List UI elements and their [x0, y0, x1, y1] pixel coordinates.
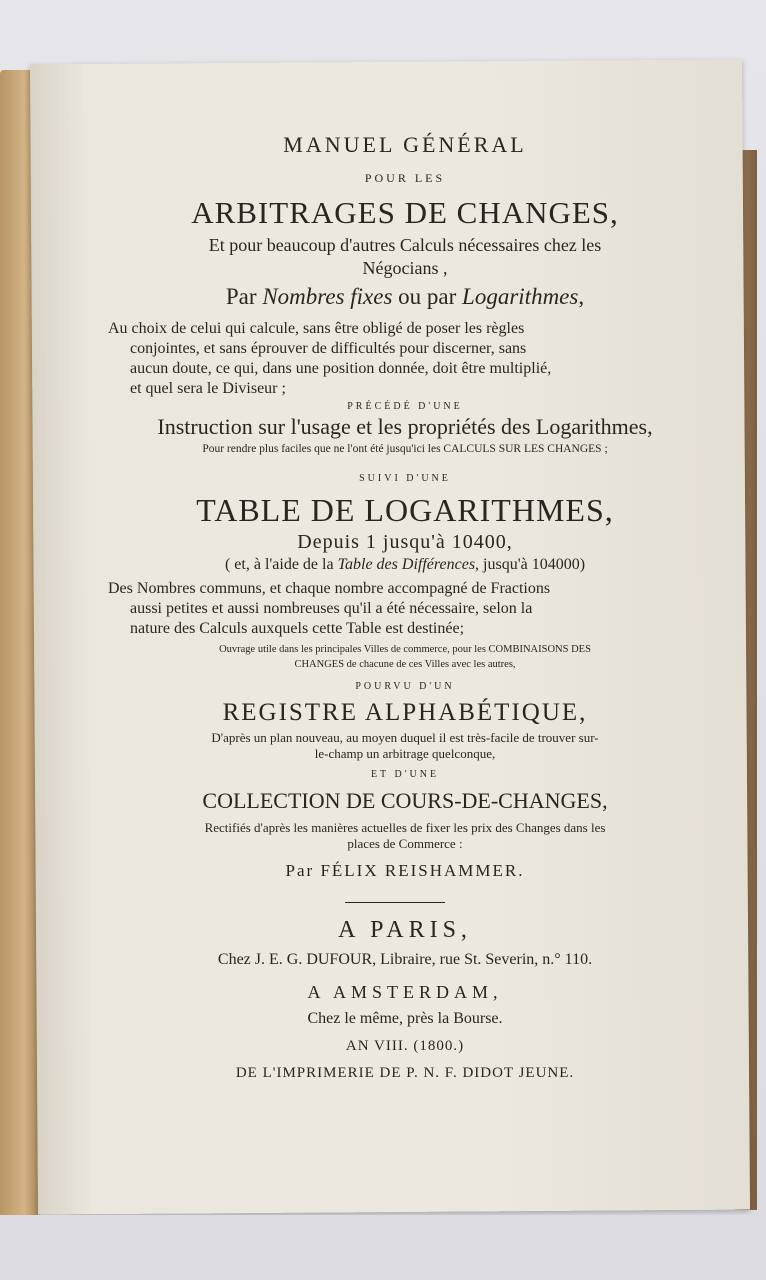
rectifies-line: places de Commerce :: [347, 836, 463, 851]
year-line: AN VIII. (1800.): [345, 1038, 465, 1054]
amsterdam-line: A AMSTERDAM,: [307, 982, 503, 1002]
rectifies-line: Rectifiés d'après les manières actuelles de fixer les prix des Changes dans les: [204, 820, 606, 835]
paragraph-line: aussi petites et aussi nombreuses qu'il a été nécessaire, selon la: [130, 600, 533, 617]
suivi-label: SUIVI D'UNE: [359, 473, 451, 484]
preceded-label: PRÉCÉDÉ D'UNE: [347, 401, 463, 412]
author-line: Par FÉLIX REISHAMMER.: [285, 861, 525, 880]
registre-title: REGISTRE ALPHABÉTIQUE,: [222, 699, 588, 726]
text: ( et, à l'aide de la: [224, 556, 338, 573]
pour-rendre-line: Pour rendre plus faciles que ne l'ont été jusqu'ici les CALCULS SUR LES CHANGES ;: [202, 443, 608, 455]
ouvrage-line: CHANGES de chacune de ces Villes avec les autres,: [294, 659, 516, 670]
paris-line: A PARIS,: [338, 917, 472, 943]
paragraph-line: conjointes, et sans éprouver de difficultés pour discerner, sans: [130, 340, 527, 357]
collection-title: COLLECTION DE COURS-DE-CHANGES,: [202, 788, 608, 813]
dapres-line: le-champ un arbitrage quelconque,: [314, 746, 496, 761]
text: ,: [578, 284, 585, 309]
printer-line: DE L'IMPRIMERIE DE P. N. F. DIDOT JEUNE.: [235, 1065, 575, 1081]
text: , jusqu'à 104000): [475, 556, 586, 573]
depuis-line: Depuis 1 jusqu'à 10400,: [297, 531, 513, 553]
subtitle-line-2: Négocians ,: [362, 258, 448, 278]
instruction-line: Instruction sur l'usage et les propriétés des Logarithmes,: [157, 414, 653, 439]
text: Par: [225, 284, 263, 309]
ouvrage-line: Ouvrage utile dans les principales Villes de commerce, pour les COMBINAISONS DES: [219, 644, 591, 655]
title-line-1: MANUEL GÉNÉRAL: [283, 132, 527, 157]
paragraph-line: Des Nombres communs, et chaque nombre accompagné de Fractions: [108, 580, 551, 597]
dufour-line: Chez J. E. G. DUFOUR, Libraire, rue St. Severin, n.° 110.: [217, 951, 593, 968]
main-title: ARBITRAGES DE CHANGES,: [191, 195, 619, 230]
paragraph-line: et quel sera le Diviseur ;: [130, 380, 286, 397]
divider-rule: [345, 902, 445, 903]
text: Nombres fixes: [262, 284, 393, 309]
paragraph-line: Au choix de celui qui calcule, sans être obligé de poser les règles: [108, 320, 525, 337]
paragraph-line: nature des Calculs auxquels cette Table est destinée;: [130, 620, 465, 637]
table-surface: [0, 1215, 766, 1280]
dapres-line: D'après un plan nouveau, au moyen duquel il est très-facile de trouver sur-: [211, 730, 599, 745]
meme-line: Chez le même, près la Bourse.: [307, 1010, 503, 1027]
pourvu-label: POURVU D'UN: [355, 681, 455, 692]
text: Table des Différences: [337, 556, 476, 573]
paragraph-line: aucun doute, ce qui, dans une position donnée, doit être multiplié,: [130, 360, 552, 377]
method-line: [80, 285, 730, 308]
aide-line: [80, 557, 730, 573]
subtitle-line: Et pour beaucoup d'autres Calculs nécessaires chez les: [208, 235, 602, 255]
title-line-2: POUR LES: [364, 171, 446, 185]
text: ou par: [392, 284, 463, 309]
text: Logarithmes: [462, 284, 579, 309]
et-dune-label: ET D'UNE: [370, 769, 440, 780]
table-title: TABLE DE LOGARITHMES,: [196, 492, 614, 528]
